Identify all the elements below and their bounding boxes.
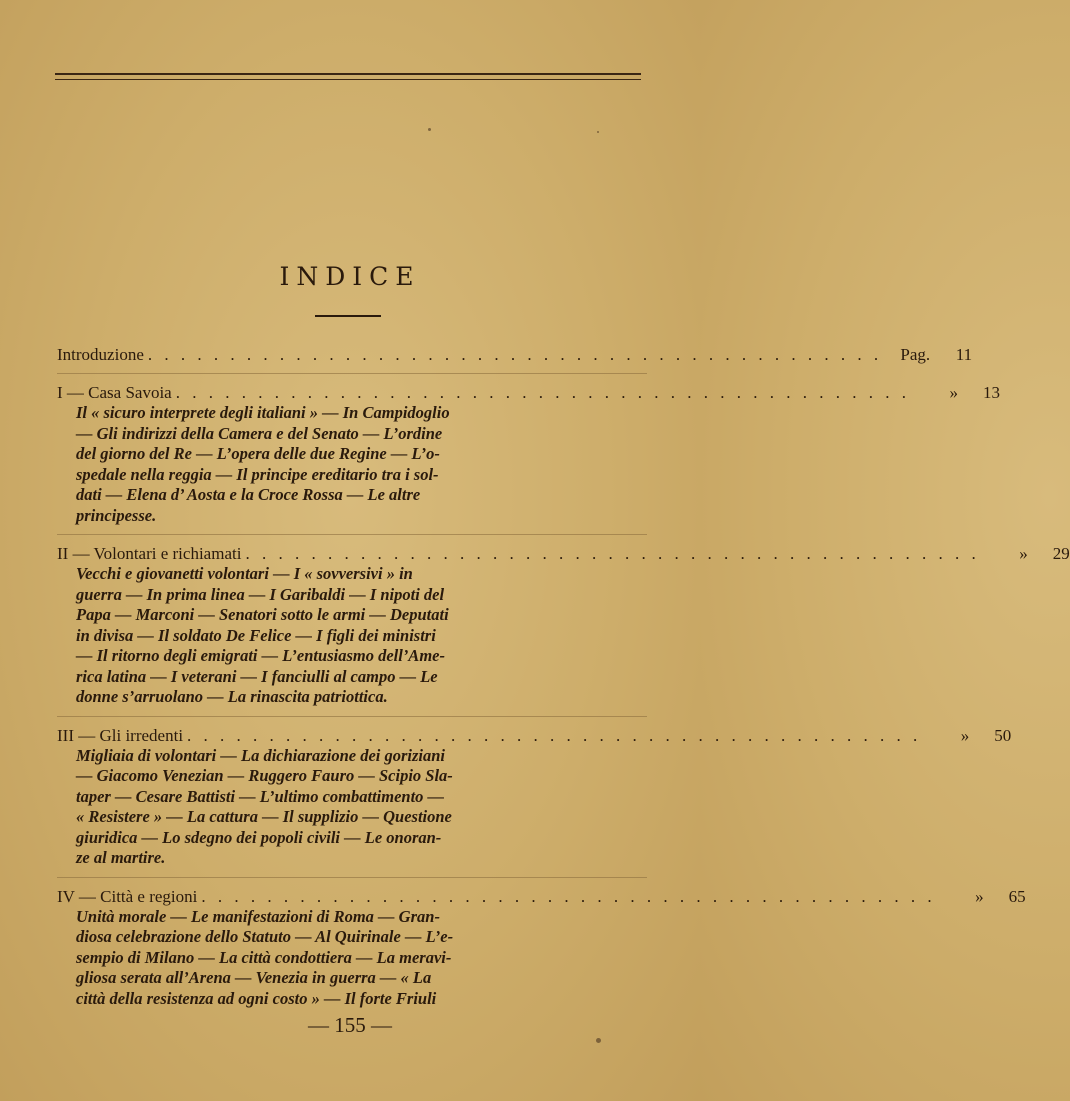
toc-entry-label: III — Gli irredenti xyxy=(57,725,184,745)
toc-entry-heading xyxy=(57,382,1000,403)
toc-entry-label: II — Volontari e richiamati xyxy=(57,544,242,563)
leader-dots: . . . . . . . . . . . . . . . . . . . . . . . . . . . . . . . . . . . . . . . . . . . . . xyxy=(245,544,980,563)
title-underline xyxy=(315,315,381,317)
page-folio: — 155 — xyxy=(308,1013,392,1037)
desc-line: — Giacomo Venezian — Ruggero Fauro — Scipio Sla- xyxy=(76,766,453,785)
desc-line: diosa celebrazione dello Statuto — Al Quirinale — L’e- xyxy=(76,927,454,946)
desc-line: in divisa — Il soldato De Felice — I figli dei ministri xyxy=(76,625,436,645)
toc-entry xyxy=(57,725,1012,869)
desc-line: Unità morale — Le manifestazioni di Roma — Gran- xyxy=(76,906,440,926)
desc-line: Il « sicuro interprete degli italiani » — In Campidoglio xyxy=(76,403,450,422)
paper-speck xyxy=(596,1038,601,1043)
leader-dots: . . . . . . . . . . . . . . . . . . . . . . . . . . . . . . . . . . . . . . . . . . . . . xyxy=(175,383,910,402)
toc-entry-label: I — Casa Savoia xyxy=(57,383,172,402)
toc-entry xyxy=(57,543,1070,708)
toc-entry-description xyxy=(76,907,589,1010)
desc-line: Migliaia di volontari — La dichiarazione dei goriziani xyxy=(76,745,445,765)
page-number: 65 xyxy=(1008,886,1026,906)
toc-entry-description xyxy=(76,403,589,526)
toc-entry-label: Introduzione xyxy=(57,345,144,364)
desc-line: rica latina — I veterani — I fanciulli al campo — Le xyxy=(76,666,438,686)
desc-line: donne s’arruolano — La rinascita patriottica. xyxy=(76,687,388,706)
toc-entry-heading xyxy=(57,344,973,365)
leader-dots: . . . . . . . . . . . . . . . . . . . . . . . . . . . . . . . . . . . . . . . . . . . . . xyxy=(187,725,922,745)
toc-entry-description xyxy=(76,564,589,708)
leader-dots: . . . . . . . . . . . . . . . . . . . . . . . . . . . . . . . . . . . . . . . . . . . . . xyxy=(147,345,883,364)
desc-line: principesse. xyxy=(76,505,157,525)
desc-line: taper — Cesare Battisti — L’ultimo combattimento — xyxy=(76,786,445,806)
page-number: 13 xyxy=(982,383,1000,402)
desc-line: — Il ritorno degli emigrati — L’entusiasmo dell’Ame- xyxy=(76,646,445,665)
page-prefix: » xyxy=(960,725,970,745)
desc-line: — Gli indirizzi della Camera e del Senato — L’ordine xyxy=(76,423,443,443)
toc-entry-description xyxy=(76,746,589,869)
toc-entry-heading xyxy=(57,543,1070,564)
page-prefix: » xyxy=(975,886,984,906)
desc-line: giuridica — Lo sdegno dei popoli civili — Le onoran- xyxy=(76,827,442,847)
index-title: INDICE xyxy=(279,262,421,291)
table-of-contents xyxy=(57,344,1070,1009)
desc-line: gliosa serata all’Arena — Venezia in guerra — « La xyxy=(76,968,432,987)
toc-entry-heading xyxy=(57,725,1012,746)
desc-line: sempio di Milano — La città condottiera — La meravi- xyxy=(76,947,452,967)
page-prefix: » xyxy=(949,383,958,402)
desc-line: guerra — In prima linea — I Garibaldi — I nipoti del xyxy=(76,584,445,604)
page-number: 29 xyxy=(1052,544,1070,563)
paper-speck xyxy=(597,131,599,133)
desc-line: dati — Elena d’ Aosta e la Croce Rossa — Le altre xyxy=(76,485,421,504)
desc-line: città della resistenza ad ogni costo » — Il forte Friuli xyxy=(76,988,437,1008)
top-rule xyxy=(55,73,641,75)
toc-entry-label: IV — Città e regioni xyxy=(57,886,198,906)
toc-entry xyxy=(57,886,1026,1010)
toc-entry-heading xyxy=(57,886,1026,907)
entry-divider xyxy=(57,877,647,878)
paper-speck xyxy=(428,128,431,131)
desc-line: « Resistere » — La cattura — Il supplizio — Questione xyxy=(76,807,452,826)
entry-divider xyxy=(57,716,647,717)
toc-entry-introduction xyxy=(57,344,973,365)
entry-divider xyxy=(57,534,647,535)
desc-line: ze al martire. xyxy=(76,848,166,867)
desc-line: spedale nella reggia — Il principe ereditario tra i sol- xyxy=(76,464,439,484)
page-prefix: Pag. xyxy=(900,345,931,364)
toc-entry xyxy=(57,382,1000,526)
desc-line: Vecchi e giovanetti volontari — I « sovversivi » in xyxy=(76,564,413,583)
top-rule-thin xyxy=(55,79,641,80)
page-prefix: » xyxy=(1019,544,1028,563)
desc-line: del giorno del Re — L’opera delle due Regine — L’o- xyxy=(76,444,440,463)
leader-dots: . . . . . . . . . . . . . . . . . . . . . . . . . . . . . . . . . . . . . . . . . . . . . xyxy=(201,886,936,906)
page-number: 50 xyxy=(994,725,1012,745)
entry-divider xyxy=(57,373,647,374)
desc-line: Papa — Marconi — Senatori sotto le armi — Deputati xyxy=(76,605,449,624)
page-number: 11 xyxy=(955,345,973,364)
